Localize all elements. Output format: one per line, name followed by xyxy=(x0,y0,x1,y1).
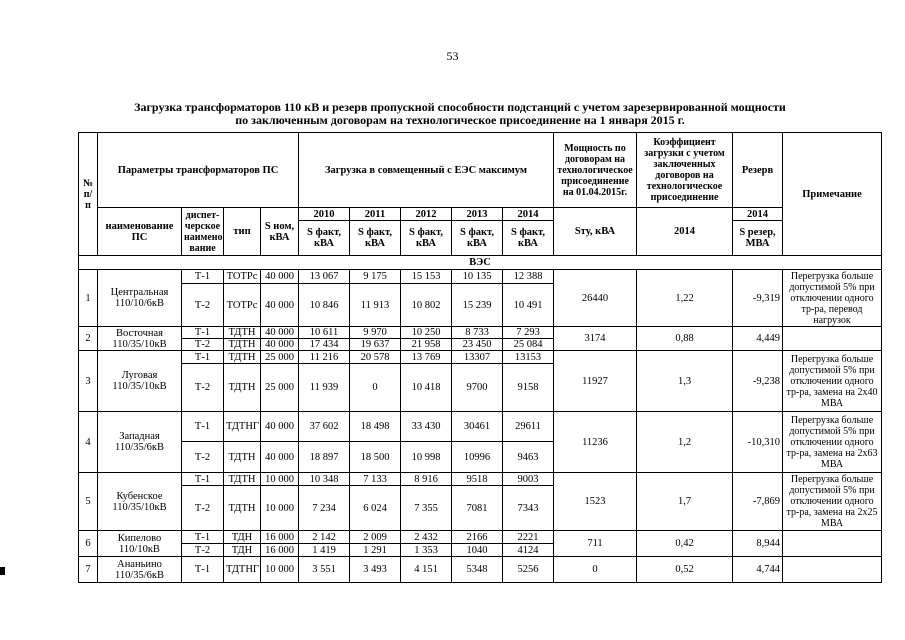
load-coefficient: 1,2 xyxy=(637,412,733,473)
load-value: 7343 xyxy=(503,486,554,531)
load-value: 2166 xyxy=(452,531,503,544)
col-header-sfact: S факт, кВА xyxy=(452,221,503,256)
load-value: 13153 xyxy=(503,351,554,364)
load-value: 7 293 xyxy=(503,327,554,339)
dispatch-name: Т-1 xyxy=(182,270,224,284)
row-note: Перегрузка больше допустимой 5% при отключении одного тр-ра, замена на 2х40 МВА xyxy=(783,351,882,412)
col-header-power: Мощность по договорам на технологическое присоединение на 01.04.2015г. xyxy=(554,133,637,208)
load-value: 11 939 xyxy=(299,364,350,412)
dispatch-name: Т-2 xyxy=(182,364,224,412)
reserve-value: -10,310 xyxy=(733,412,783,473)
load-value: 10 802 xyxy=(401,284,452,327)
load-coefficient: 0,42 xyxy=(637,531,733,557)
load-value: 10 348 xyxy=(299,473,350,486)
transformer-type: ТДН xyxy=(224,544,261,557)
load-value: 9 970 xyxy=(350,327,401,339)
load-value: 10 135 xyxy=(452,270,503,284)
transformer-type: ТДТН xyxy=(224,364,261,412)
nominal-power: 25 000 xyxy=(261,364,299,412)
dispatch-name: Т-1 xyxy=(182,531,224,544)
load-value: 3 493 xyxy=(350,557,401,583)
contract-power: 11236 xyxy=(554,412,637,473)
col-header-year: 2010 xyxy=(299,208,350,221)
nominal-power: 10 000 xyxy=(261,557,299,583)
col-header-year: 2012 xyxy=(401,208,452,221)
transformer-type: ТДТН xyxy=(224,327,261,339)
row-note xyxy=(783,531,882,557)
load-value: 2221 xyxy=(503,531,554,544)
dispatch-name: Т-1 xyxy=(182,557,224,583)
row-note: Перегрузка больше допустимой 5% при отключении одного тр-ра, перевод нагрузок xyxy=(783,270,882,327)
transformer-type: ТДТН xyxy=(224,339,261,351)
nominal-power: 40 000 xyxy=(261,327,299,339)
reserve-value: -7,869 xyxy=(733,473,783,531)
load-value: 9003 xyxy=(503,473,554,486)
row-number: 5 xyxy=(79,473,98,531)
load-value: 7081 xyxy=(452,486,503,531)
load-value: 1 291 xyxy=(350,544,401,557)
load-value: 15 153 xyxy=(401,270,452,284)
load-value: 13 067 xyxy=(299,270,350,284)
row-note: Перегрузка больше допустимой 5% при отключении одного тр-ра, замена на 2х25 МВА xyxy=(783,473,882,531)
nominal-power: 40 000 xyxy=(261,270,299,284)
load-value: 13 769 xyxy=(401,351,452,364)
load-value: 10996 xyxy=(452,442,503,473)
nominal-power: 40 000 xyxy=(261,284,299,327)
load-value: 25 084 xyxy=(503,339,554,351)
nominal-power: 40 000 xyxy=(261,339,299,351)
row-number: 7 xyxy=(79,557,98,583)
contract-power: 11927 xyxy=(554,351,637,412)
col-header-type: тип xyxy=(224,208,261,256)
load-value: 7 355 xyxy=(401,486,452,531)
row-note xyxy=(783,327,882,351)
contract-power: 3174 xyxy=(554,327,637,351)
load-value: 10 250 xyxy=(401,327,452,339)
col-header-coef: Коэффициент загрузки с учетом заключенных договоров на технологическое присоединение xyxy=(637,133,733,208)
transformer-type: ТДТН xyxy=(224,486,261,531)
load-value: 20 578 xyxy=(350,351,401,364)
load-value: 11 216 xyxy=(299,351,350,364)
load-value: 18 498 xyxy=(350,412,401,442)
substation-name: Центральная 110/10/6кВ xyxy=(98,270,182,327)
substation-name: Восточная 110/35/10кВ xyxy=(98,327,182,351)
col-header-year: 2014 xyxy=(503,208,554,221)
col-header-sfact: S факт, кВА xyxy=(350,221,401,256)
load-value: 18 897 xyxy=(299,442,350,473)
load-value: 23 450 xyxy=(452,339,503,351)
load-coefficient: 1,3 xyxy=(637,351,733,412)
dispatch-name: Т-2 xyxy=(182,442,224,473)
transformer-type: ТДТН xyxy=(224,442,261,473)
nominal-power: 16 000 xyxy=(261,544,299,557)
nominal-power: 10 000 xyxy=(261,473,299,486)
col-header-dispatch: диспет-черское наимено вание xyxy=(182,208,224,256)
contract-power: 26440 xyxy=(554,270,637,327)
load-value: 7 133 xyxy=(350,473,401,486)
load-value: 9463 xyxy=(503,442,554,473)
load-value: 21 958 xyxy=(401,339,452,351)
reserve-value: -9,238 xyxy=(733,351,783,412)
load-value: 7 234 xyxy=(299,486,350,531)
load-value: 8 733 xyxy=(452,327,503,339)
transformer-type: ТДН xyxy=(224,531,261,544)
nominal-power: 40 000 xyxy=(261,442,299,473)
load-value: 2 432 xyxy=(401,531,452,544)
load-value: 18 500 xyxy=(350,442,401,473)
load-value: 19 637 xyxy=(350,339,401,351)
col-header-sfact: S факт, кВА xyxy=(401,221,452,256)
load-value: 12 388 xyxy=(503,270,554,284)
title-line-2: по заключенным договорам на технологическое присоединение на 1 января 2015 г. xyxy=(235,113,685,127)
load-value: 10 846 xyxy=(299,284,350,327)
row-number: 1 xyxy=(79,270,98,327)
load-value: 2 009 xyxy=(350,531,401,544)
nominal-power: 16 000 xyxy=(261,531,299,544)
row-note xyxy=(783,557,882,583)
dispatch-name: Т-2 xyxy=(182,339,224,351)
document-title xyxy=(80,101,840,127)
load-value: 30461 xyxy=(452,412,503,442)
col-header-number: № п/п xyxy=(79,133,98,256)
contract-power: 1523 xyxy=(554,473,637,531)
col-header-params: Параметры трансформаторов ПС xyxy=(98,133,299,208)
row-number: 3 xyxy=(79,351,98,412)
load-value: 9 175 xyxy=(350,270,401,284)
load-value: 17 434 xyxy=(299,339,350,351)
scan-edge-mark xyxy=(0,567,5,575)
row-number: 2 xyxy=(79,327,98,351)
dispatch-name: Т-1 xyxy=(182,473,224,486)
dispatch-name: Т-2 xyxy=(182,544,224,557)
transformer-type: ТДТНГ xyxy=(224,412,261,442)
load-coefficient: 0,52 xyxy=(637,557,733,583)
contract-power: 0 xyxy=(554,557,637,583)
load-value: 10 418 xyxy=(401,364,452,412)
load-value: 29611 xyxy=(503,412,554,442)
col-header-reserve: Резерв xyxy=(733,133,783,208)
col-header-year: 2013 xyxy=(452,208,503,221)
load-value: 37 602 xyxy=(299,412,350,442)
load-value: 1 419 xyxy=(299,544,350,557)
section-header: ВЭС xyxy=(79,256,882,270)
row-number: 4 xyxy=(79,412,98,473)
reserve-value: -9,319 xyxy=(733,270,783,327)
substation-name: Луговая 110/35/10кВ xyxy=(98,351,182,412)
nominal-power: 10 000 xyxy=(261,486,299,531)
load-value: 6 024 xyxy=(350,486,401,531)
dispatch-name: Т-1 xyxy=(182,327,224,339)
title-line-1: Загрузка трансформаторов 110 кВ и резерв пропускной способности подстанций с учетом зарезервированной мощности xyxy=(134,100,786,114)
load-value: 8 916 xyxy=(401,473,452,486)
load-value: 4124 xyxy=(503,544,554,557)
load-value: 15 239 xyxy=(452,284,503,327)
col-header-sreserve: S резер, МВА xyxy=(733,221,783,256)
page-number: 53 xyxy=(446,49,459,63)
col-header-snom: S ном, кВА xyxy=(261,208,299,256)
substation-name: Ананьино 110/35/6кВ xyxy=(98,557,182,583)
load-value: 11 913 xyxy=(350,284,401,327)
reserve-value: 4,449 xyxy=(733,327,783,351)
transformer-type: ТДТН xyxy=(224,351,261,364)
load-value: 2 142 xyxy=(299,531,350,544)
load-coefficient: 1,7 xyxy=(637,473,733,531)
col-header-load: Загрузка в совмещенный с ЕЭС максимум xyxy=(299,133,554,208)
reserve-value: 4,744 xyxy=(733,557,783,583)
col-header-note: Примечание xyxy=(783,133,882,256)
transformer-type: ТОТРс xyxy=(224,284,261,327)
dispatch-name: Т-1 xyxy=(182,351,224,364)
transformer-type: ТОТРс xyxy=(224,270,261,284)
load-value: 9518 xyxy=(452,473,503,486)
nominal-power: 25 000 xyxy=(261,351,299,364)
substation-name: Кипелово 110/10кВ xyxy=(98,531,182,557)
transformer-load-table xyxy=(78,132,882,583)
col-header-reserve-year: 2014 xyxy=(733,208,783,221)
load-value: 1040 xyxy=(452,544,503,557)
contract-power: 711 xyxy=(554,531,637,557)
load-value: 33 430 xyxy=(401,412,452,442)
reserve-value: 8,944 xyxy=(733,531,783,557)
load-value: 4 151 xyxy=(401,557,452,583)
dispatch-name: Т-2 xyxy=(182,486,224,531)
transformer-type: ТДТН xyxy=(224,473,261,486)
load-value: 10 998 xyxy=(401,442,452,473)
row-number: 6 xyxy=(79,531,98,557)
col-header-coef-year: 2014 xyxy=(637,208,733,256)
dispatch-name: Т-1 xyxy=(182,412,224,442)
load-value: 0 xyxy=(350,364,401,412)
load-value: 9700 xyxy=(452,364,503,412)
substation-name: Кубенское 110/35/10кВ xyxy=(98,473,182,531)
load-coefficient: 0,88 xyxy=(637,327,733,351)
dispatch-name: Т-2 xyxy=(182,284,224,327)
load-value: 10 491 xyxy=(503,284,554,327)
load-coefficient: 1,22 xyxy=(637,270,733,327)
col-header-sty: Sту, кВА xyxy=(554,208,637,256)
col-header-sfact: S факт, кВА xyxy=(503,221,554,256)
load-value: 3 551 xyxy=(299,557,350,583)
load-value: 5256 xyxy=(503,557,554,583)
transformer-type: ТДТНГ xyxy=(224,557,261,583)
nominal-power: 40 000 xyxy=(261,412,299,442)
load-value: 13307 xyxy=(452,351,503,364)
col-header-sfact: S факт, кВА xyxy=(299,221,350,256)
substation-name: Западная 110/35/6кВ xyxy=(98,412,182,473)
load-value: 9158 xyxy=(503,364,554,412)
load-value: 10 611 xyxy=(299,327,350,339)
col-header-name: наименование ПС xyxy=(98,208,182,256)
load-value: 5348 xyxy=(452,557,503,583)
load-value: 1 353 xyxy=(401,544,452,557)
col-header-year: 2011 xyxy=(350,208,401,221)
row-note: Перегрузка больше допустимой 5% при отключении одного тр-ра, замена на 2х63 МВА xyxy=(783,412,882,473)
